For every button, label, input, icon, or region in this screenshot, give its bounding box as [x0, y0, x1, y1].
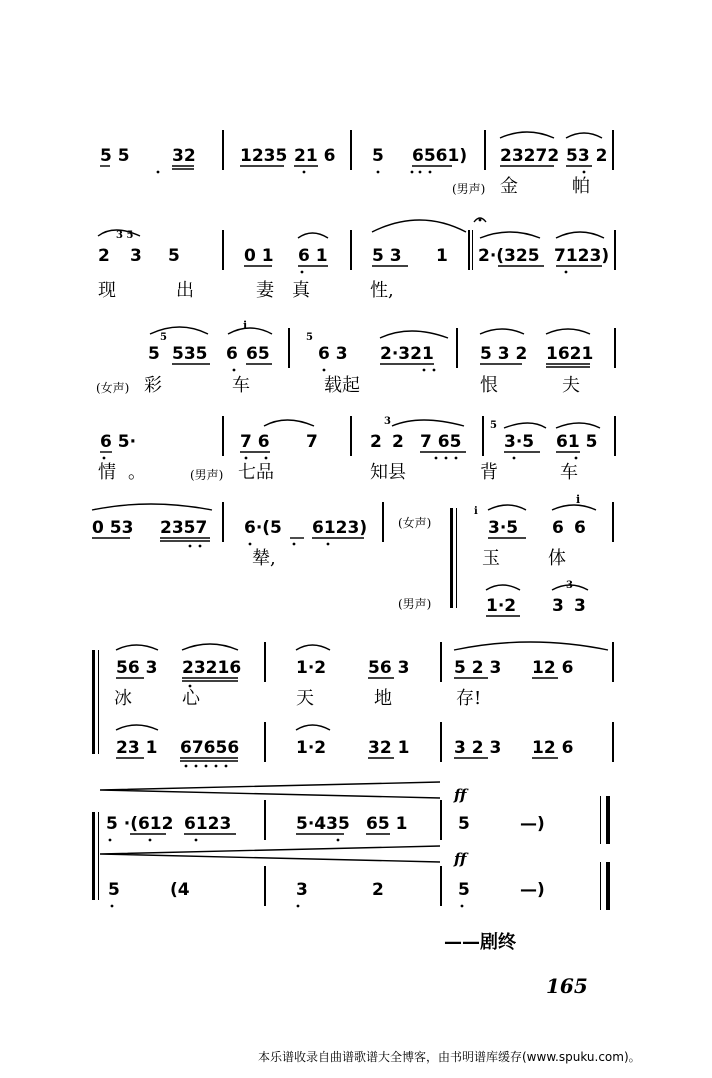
note-group: 1 — [436, 246, 448, 266]
grace-note: 3 — [566, 580, 573, 591]
note-group: 6 — [574, 518, 586, 538]
note-group: 65 1 — [366, 814, 408, 834]
note-group: 65 — [246, 344, 270, 364]
note-group: 23 1 — [116, 738, 158, 758]
grace-note: 5 — [490, 420, 497, 431]
note-group: 2·321 — [380, 344, 434, 364]
note-group: 3 — [130, 246, 142, 266]
lyric: 辇, — [252, 548, 276, 569]
note-group: —) — [520, 814, 545, 834]
lyric: 恨 — [480, 375, 498, 396]
lyric: 出 — [176, 280, 194, 301]
grace-note: 5 — [160, 332, 167, 343]
note-group: 2 — [98, 246, 110, 266]
page-number: 165 — [546, 974, 588, 998]
note-group: 6123) — [312, 518, 368, 538]
note-group: 5 2 3 — [454, 658, 502, 678]
lyric: 现 — [98, 280, 116, 301]
note-group: 2357 — [160, 518, 208, 538]
note-group: 23272 — [500, 146, 560, 166]
note-group: —) — [520, 880, 545, 900]
note-group: 5 — [168, 246, 180, 266]
lyric: 车 — [560, 462, 578, 483]
grace-note: 3 — [384, 416, 391, 427]
lyric: 背 — [480, 462, 498, 483]
grace-note: 5 — [306, 332, 313, 343]
singer-label: (男声) — [452, 182, 486, 196]
note-group: 5 — [458, 880, 470, 900]
note-group: 6 — [226, 344, 238, 364]
note-group: 32 1 — [368, 738, 410, 758]
note-group: 2 — [372, 880, 384, 900]
note-group: 56 3 — [116, 658, 158, 678]
note-group: 6 — [552, 518, 564, 538]
note-group: 6 1 — [298, 246, 328, 266]
lyric: 性, — [370, 280, 394, 301]
dynamic-mark: ff — [454, 850, 467, 868]
note-group: 5 — [148, 344, 160, 364]
lyric: 七品 — [238, 462, 274, 483]
note-group: 5 — [108, 880, 120, 900]
lyric: 地 — [374, 688, 392, 709]
lyric: 玉 — [482, 548, 500, 569]
note-group: 2·(325 — [478, 246, 540, 266]
note-group: 32 — [172, 146, 196, 166]
note-group: 6 3 — [318, 344, 348, 364]
lyric: 。 — [128, 462, 146, 483]
lyric: 载起 — [324, 375, 360, 396]
note-group: 12 6 — [532, 658, 574, 678]
lyric: 心 — [182, 688, 200, 709]
grace-note: 3 5 — [116, 230, 134, 241]
note-group: 1621 — [546, 344, 594, 364]
note-group: 67656 — [180, 738, 240, 758]
note-group: 535 — [172, 344, 208, 364]
note-group: 3 2 3 — [454, 738, 502, 758]
note-group: 61 5 — [556, 432, 598, 452]
lyric: 帕 — [572, 176, 590, 197]
lyric: 体 — [548, 548, 566, 569]
lyric: 冰 — [114, 688, 132, 709]
note-group: 1·2 — [296, 738, 327, 758]
grace-note: i — [243, 319, 248, 332]
lyric: 金 — [500, 176, 518, 197]
note-group: 3 — [552, 596, 564, 616]
note-group: 6 5· — [100, 432, 137, 452]
footer-source-note: 本乐谱收录自曲谱歌谱大全博客，由书明谱库缓存(www.spuku.com)。 — [258, 1050, 641, 1064]
singer-label: (男声) — [398, 597, 432, 611]
note-group: 1235 — [240, 146, 288, 166]
lyric: 情 — [98, 462, 116, 483]
lyric: 知县 — [370, 462, 406, 483]
note-group: 5 5 — [100, 146, 130, 166]
note-group: 1·2 — [486, 596, 517, 616]
note-group: 6123 — [184, 814, 232, 834]
singer-label: (女声) — [398, 516, 432, 530]
grace-note: i — [576, 493, 581, 506]
grace-note: i — [474, 506, 478, 517]
note-group: 5 3 2 — [480, 344, 528, 364]
note-group: 1·2 — [296, 658, 327, 678]
note-group: 0 53 — [92, 518, 134, 538]
note-group: 3·5 — [504, 432, 535, 452]
note-group: 7 6 — [240, 432, 270, 452]
note-group: 5 — [458, 814, 470, 834]
note-group: 21 6 — [294, 146, 336, 166]
lyric: 夫 — [562, 375, 580, 396]
note-group: 6·(5 — [244, 518, 282, 538]
note-group: 56 3 — [368, 658, 410, 678]
note-group: 2 — [392, 432, 404, 452]
note-group: 7123) — [554, 246, 610, 266]
lyric: 存! — [456, 688, 482, 709]
note-group: 2 — [370, 432, 382, 452]
lyric: 彩 — [144, 375, 162, 396]
singer-label: (女声) — [96, 381, 130, 395]
note-group: 5 ·(612 — [106, 814, 174, 834]
note-group: 7 65 — [420, 432, 462, 452]
note-group: 23216 — [182, 658, 242, 678]
note-group: 5 3 — [372, 246, 402, 266]
note-group: 3 — [296, 880, 308, 900]
note-group: 5 — [372, 146, 384, 166]
singer-label: (男声) — [190, 468, 224, 482]
note-group: 12 6 — [532, 738, 574, 758]
lyric: 车 — [232, 375, 250, 396]
end-mark: ——剧终 — [444, 932, 516, 953]
lyric: 真 — [292, 280, 310, 301]
note-group: 53 2 — [566, 146, 608, 166]
note-group: 3·5 — [488, 518, 519, 538]
note-group: 7 — [306, 432, 318, 452]
note-group: (4 — [170, 880, 190, 900]
lyric: 天 — [296, 688, 314, 709]
note-group: 3 — [574, 596, 586, 616]
note-group: 6561) — [412, 146, 468, 166]
dynamic-mark: ff — [454, 786, 467, 804]
note-group: 5·435 — [296, 814, 350, 834]
lyric: 妻 — [256, 280, 274, 301]
note-group: 0 1 — [244, 246, 274, 266]
